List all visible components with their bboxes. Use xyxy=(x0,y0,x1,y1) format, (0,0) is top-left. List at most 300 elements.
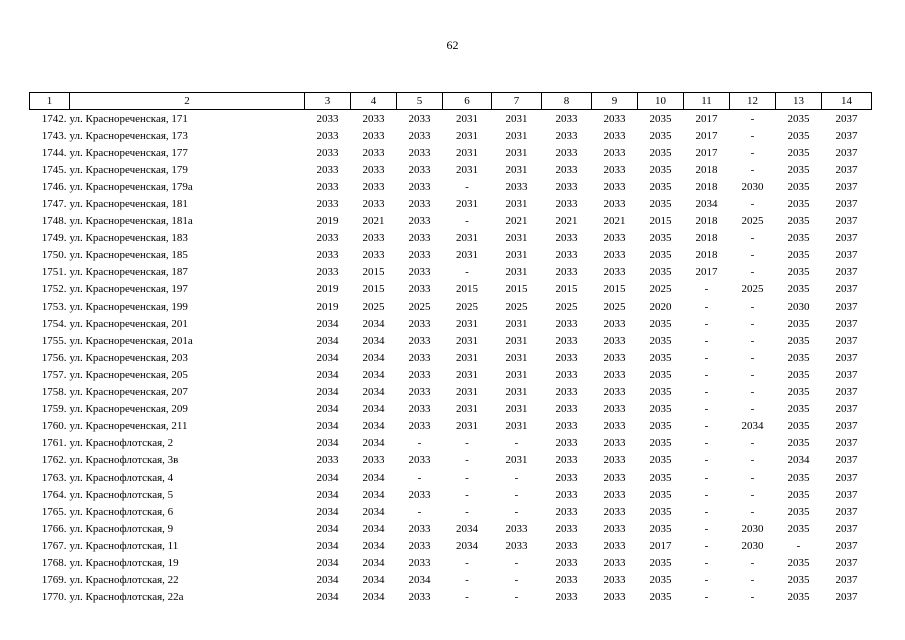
year-cell: 2033 xyxy=(408,232,431,245)
year-cell: 2033 xyxy=(555,488,578,501)
year-cell: 2033 xyxy=(555,146,578,159)
address-cell: ул. Краснофлотская, 11 xyxy=(69,539,179,552)
year-cell: - xyxy=(417,437,422,450)
year-cell: 2031 xyxy=(456,334,478,347)
row-number-cell: 1755. xyxy=(41,334,67,347)
row-number-cell: 1749. xyxy=(41,232,67,245)
year-cell: 2033 xyxy=(408,163,431,176)
year-cell: 2037 xyxy=(835,556,858,569)
year-cell: 2037 xyxy=(835,403,858,416)
year-cell: - xyxy=(750,334,755,347)
year-cell: 2035 xyxy=(787,591,810,604)
year-cell: 2035 xyxy=(787,574,810,587)
schedule-table xyxy=(29,92,872,606)
year-cell: 2033 xyxy=(555,539,578,552)
column-header-5: 5 xyxy=(397,93,443,110)
year-cell: 2035 xyxy=(787,522,810,535)
year-cell: 2034 xyxy=(362,471,385,484)
year-cell: - xyxy=(514,488,519,501)
year-cell: - xyxy=(465,471,469,484)
row-number-cell: 1752. xyxy=(41,283,67,296)
year-cell: 2035 xyxy=(649,574,672,587)
year-cell: - xyxy=(514,591,519,604)
address-cell: ул. Краснореченская, 201а xyxy=(69,334,193,347)
year-cell: - xyxy=(465,574,469,587)
address-cell: ул. Краснофлотская, 22а xyxy=(69,591,184,604)
year-cell: 2034 xyxy=(316,437,339,450)
row-number-cell: 1753. xyxy=(41,300,67,313)
year-cell: - xyxy=(704,420,709,433)
address-cell: ул. Краснореченская, 209 xyxy=(69,403,188,416)
row-number-cell: 1769. xyxy=(41,574,67,587)
year-cell: 2031 xyxy=(505,420,528,433)
year-cell: 2031 xyxy=(456,317,478,330)
year-cell: 2034 xyxy=(456,539,478,552)
year-cell: 2033 xyxy=(316,198,339,211)
year-cell: 2033 xyxy=(555,522,578,535)
year-cell: 2033 xyxy=(603,488,626,501)
year-cell: 2033 xyxy=(316,266,339,279)
row-number-cell: 1747. xyxy=(41,198,67,211)
year-cell: - xyxy=(750,403,755,416)
year-cell: 2037 xyxy=(835,420,858,433)
year-cell: 2034 xyxy=(316,386,339,399)
year-cell: 2035 xyxy=(787,112,810,125)
year-cell: 2031 xyxy=(505,351,528,364)
year-cell: 2034 xyxy=(362,420,385,433)
year-cell: 2031 xyxy=(505,454,528,467)
year-cell: 2031 xyxy=(505,112,528,125)
year-cell: 2037 xyxy=(835,488,858,501)
year-cell: 2034 xyxy=(316,522,339,535)
year-cell: 2033 xyxy=(603,437,626,450)
year-cell: 2033 xyxy=(555,163,578,176)
year-cell: - xyxy=(704,471,709,484)
year-cell: - xyxy=(417,505,422,518)
year-cell: 2035 xyxy=(787,420,810,433)
year-cell: 2033 xyxy=(603,112,626,125)
year-cell: - xyxy=(750,163,755,176)
year-cell: 2018 xyxy=(695,249,718,262)
table-row xyxy=(30,401,872,418)
address-cell: ул. Краснофлотская, 3в xyxy=(69,454,179,467)
year-cell: - xyxy=(750,471,755,484)
year-cell: 2033 xyxy=(408,539,431,552)
year-cell: 2017 xyxy=(649,539,672,552)
table-row xyxy=(30,537,872,554)
year-cell: 2034 xyxy=(316,471,339,484)
year-cell: 2034 xyxy=(362,403,385,416)
year-cell: 2035 xyxy=(649,180,672,193)
year-cell: 2033 xyxy=(555,368,578,381)
year-cell: - xyxy=(750,232,755,245)
page-number: 62 xyxy=(446,38,459,52)
year-cell: 2015 xyxy=(603,283,626,296)
year-cell: - xyxy=(465,437,469,450)
year-cell: 2033 xyxy=(408,249,431,262)
table-row xyxy=(30,452,872,469)
address-cell: ул. Краснореченская, 199 xyxy=(69,300,188,313)
column-header-10: 10 xyxy=(638,93,684,110)
year-cell: 2033 xyxy=(555,420,578,433)
table-row xyxy=(30,520,872,537)
year-cell: 2033 xyxy=(555,180,578,193)
year-cell: 2031 xyxy=(505,334,528,347)
year-cell: 2034 xyxy=(456,522,478,535)
year-cell: 2035 xyxy=(787,368,810,381)
year-cell: 2031 xyxy=(505,317,528,330)
year-cell: 2035 xyxy=(649,317,672,330)
year-cell: 2033 xyxy=(603,232,626,245)
year-cell: 2033 xyxy=(603,146,626,159)
year-cell: 2034 xyxy=(362,351,385,364)
year-cell: - xyxy=(704,403,709,416)
year-cell: 2033 xyxy=(362,232,385,245)
year-cell: 2035 xyxy=(649,232,672,245)
year-cell: 2035 xyxy=(787,386,810,399)
year-cell: 2035 xyxy=(649,129,672,142)
year-cell: 2035 xyxy=(787,351,810,364)
year-cell: 2037 xyxy=(835,539,858,552)
year-cell: - xyxy=(514,471,519,484)
year-cell: 2033 xyxy=(316,163,339,176)
year-cell: 2033 xyxy=(555,437,578,450)
year-cell: 2031 xyxy=(505,403,528,416)
year-cell: 2035 xyxy=(787,232,810,245)
year-cell: - xyxy=(465,488,469,501)
year-cell: 2033 xyxy=(362,163,385,176)
column-header-14: 14 xyxy=(822,93,872,110)
year-cell: 2033 xyxy=(555,129,578,142)
year-cell: 2034 xyxy=(362,386,385,399)
table-row xyxy=(30,247,872,264)
year-cell: 2033 xyxy=(408,386,431,399)
year-cell: 2025 xyxy=(456,300,478,313)
table-body xyxy=(30,110,872,606)
year-cell: 2035 xyxy=(649,403,672,416)
row-number-cell: 1768. xyxy=(41,556,67,569)
year-cell: 2037 xyxy=(835,574,858,587)
year-cell: 2035 xyxy=(649,556,672,569)
year-cell: 2037 xyxy=(835,522,858,535)
year-cell: 2037 xyxy=(835,112,858,125)
year-cell: 2033 xyxy=(408,180,431,193)
row-number-cell: 1770. xyxy=(41,591,67,604)
year-cell: 2034 xyxy=(362,317,385,330)
year-cell: 2035 xyxy=(649,334,672,347)
year-cell: 2035 xyxy=(649,488,672,501)
year-cell: 2017 xyxy=(695,129,718,142)
year-cell: - xyxy=(465,180,469,193)
year-cell: 2034 xyxy=(362,539,385,552)
year-cell: 2033 xyxy=(408,522,431,535)
year-cell: 2033 xyxy=(603,198,626,211)
table-row xyxy=(30,281,872,298)
year-cell: - xyxy=(750,300,755,313)
column-header-13: 13 xyxy=(776,93,822,110)
year-cell: 2021 xyxy=(555,215,578,228)
year-cell: 2037 xyxy=(835,163,858,176)
year-cell: 2033 xyxy=(408,351,431,364)
year-cell: - xyxy=(704,368,709,381)
year-cell: 2031 xyxy=(505,232,528,245)
year-cell: 2033 xyxy=(408,403,431,416)
year-cell: 2035 xyxy=(787,198,810,211)
table-row xyxy=(30,264,872,281)
table-row xyxy=(30,366,872,383)
year-cell: 2033 xyxy=(555,266,578,279)
year-cell: - xyxy=(704,334,709,347)
table-row xyxy=(30,332,872,349)
year-cell: 2033 xyxy=(555,351,578,364)
year-cell: 2037 xyxy=(835,146,858,159)
row-number-cell: 1765. xyxy=(41,505,67,518)
year-cell: 2033 xyxy=(408,317,431,330)
year-cell: 2035 xyxy=(787,163,810,176)
year-cell: 2033 xyxy=(316,180,339,193)
table-row xyxy=(30,298,872,315)
address-cell: ул. Краснофлотская, 4 xyxy=(69,471,174,484)
year-cell: 2034 xyxy=(362,488,385,501)
column-header-9: 9 xyxy=(592,93,638,110)
address-cell: ул. Краснофлотская, 6 xyxy=(69,505,174,518)
year-cell: - xyxy=(514,556,519,569)
address-cell: ул. Краснореченская, 183 xyxy=(69,232,188,245)
year-cell: 2034 xyxy=(741,420,764,433)
year-cell: - xyxy=(514,505,519,518)
year-cell: 2033 xyxy=(362,198,385,211)
address-cell: ул. Краснореченская, 205 xyxy=(69,368,188,381)
year-cell: 2021 xyxy=(505,215,528,228)
year-cell: 2037 xyxy=(835,386,858,399)
year-cell: 2034 xyxy=(362,437,385,450)
year-cell: 2019 xyxy=(316,283,339,296)
year-cell: 2035 xyxy=(649,266,672,279)
year-cell: 2033 xyxy=(603,386,626,399)
year-cell: 2035 xyxy=(649,437,672,450)
row-number-cell: 1761. xyxy=(41,437,67,450)
year-cell: 2015 xyxy=(456,283,478,296)
table-row xyxy=(30,144,872,161)
year-cell: 2018 xyxy=(695,232,718,245)
year-cell: - xyxy=(465,454,469,467)
year-cell: 2037 xyxy=(835,198,858,211)
row-number-cell: 1762. xyxy=(41,454,67,467)
year-cell: 2035 xyxy=(787,317,810,330)
table-row xyxy=(30,486,872,503)
year-cell: 2037 xyxy=(835,437,858,450)
year-cell: - xyxy=(750,591,755,604)
year-cell: 2015 xyxy=(362,283,385,296)
row-number-cell: 1756. xyxy=(41,351,67,364)
year-cell: 2033 xyxy=(408,198,431,211)
row-number-cell: 1758. xyxy=(41,386,67,399)
table-row xyxy=(30,230,872,247)
table-row xyxy=(30,435,872,452)
year-cell: 2025 xyxy=(741,215,764,228)
year-cell: 2021 xyxy=(603,215,626,228)
year-cell: 2031 xyxy=(456,146,478,159)
year-cell: - xyxy=(704,317,709,330)
year-cell: 2034 xyxy=(316,420,339,433)
year-cell: 2020 xyxy=(649,300,672,313)
year-cell: 2033 xyxy=(316,112,339,125)
year-cell: 2034 xyxy=(316,505,339,518)
year-cell: 2037 xyxy=(835,215,858,228)
year-cell: - xyxy=(750,454,755,467)
year-cell: 2035 xyxy=(787,437,810,450)
table-row xyxy=(30,178,872,195)
year-cell: 2033 xyxy=(555,556,578,569)
year-cell: 2034 xyxy=(408,574,431,587)
year-cell: - xyxy=(796,539,801,552)
row-number-cell: 1760. xyxy=(41,420,67,433)
year-cell: 2035 xyxy=(649,471,672,484)
year-cell: 2034 xyxy=(362,556,385,569)
year-cell: 2031 xyxy=(505,198,528,211)
year-cell: 2034 xyxy=(787,454,810,467)
year-cell: 2037 xyxy=(835,180,858,193)
year-cell: 2033 xyxy=(555,505,578,518)
row-number-cell: 1751. xyxy=(41,266,67,279)
column-header-1: 1 xyxy=(30,93,70,110)
column-header-6: 6 xyxy=(443,93,492,110)
year-cell: - xyxy=(514,574,519,587)
year-cell: - xyxy=(465,505,469,518)
table-row xyxy=(30,349,872,366)
year-cell: - xyxy=(750,266,755,279)
year-cell: 2035 xyxy=(787,146,810,159)
year-cell: 2034 xyxy=(362,591,385,604)
year-cell: 2035 xyxy=(787,215,810,228)
column-header-11: 11 xyxy=(684,93,730,110)
year-cell: 2033 xyxy=(408,556,431,569)
column-header-2: 2 xyxy=(70,93,305,110)
year-cell: 2017 xyxy=(695,112,718,125)
year-cell: 2033 xyxy=(603,180,626,193)
address-cell: ул. Краснореченская, 173 xyxy=(69,129,188,142)
year-cell: 2025 xyxy=(362,300,385,313)
year-cell: 2025 xyxy=(741,283,764,296)
year-cell: 2033 xyxy=(408,591,431,604)
year-cell: 2033 xyxy=(555,317,578,330)
year-cell: 2025 xyxy=(649,283,672,296)
year-cell: 2037 xyxy=(835,266,858,279)
year-cell: - xyxy=(465,591,469,604)
year-cell: 2033 xyxy=(316,232,339,245)
year-cell: 2034 xyxy=(695,198,718,211)
year-cell: 2035 xyxy=(787,488,810,501)
year-cell: 2033 xyxy=(603,591,626,604)
address-cell: ул. Краснофлотская, 9 xyxy=(69,522,174,535)
year-cell: 2034 xyxy=(316,591,339,604)
year-cell: 2037 xyxy=(835,129,858,142)
year-cell: 2034 xyxy=(362,574,385,587)
year-cell: - xyxy=(750,556,755,569)
year-cell: 2035 xyxy=(649,163,672,176)
year-cell: 2033 xyxy=(316,249,339,262)
address-cell: ул. Краснореченская, 181 xyxy=(69,198,188,211)
year-cell: 2033 xyxy=(603,505,626,518)
year-cell: - xyxy=(465,266,469,279)
year-cell: 2035 xyxy=(787,180,810,193)
year-cell: 2037 xyxy=(835,351,858,364)
year-cell: 2017 xyxy=(695,266,718,279)
year-cell: 2033 xyxy=(362,129,385,142)
year-cell: 2033 xyxy=(408,454,431,467)
year-cell: 2033 xyxy=(555,454,578,467)
year-cell: 2025 xyxy=(555,300,578,313)
year-cell: 2033 xyxy=(408,215,431,228)
year-cell: - xyxy=(750,368,755,381)
year-cell: 2033 xyxy=(603,368,626,381)
year-cell: 2031 xyxy=(456,420,478,433)
year-cell: - xyxy=(514,437,519,450)
year-cell: - xyxy=(704,351,709,364)
row-number-cell: 1759. xyxy=(41,403,67,416)
address-cell: ул. Краснофлотская, 2 xyxy=(69,437,174,450)
year-cell: 2017 xyxy=(695,146,718,159)
year-cell: 2033 xyxy=(555,403,578,416)
year-cell: 2034 xyxy=(316,403,339,416)
year-cell: 2033 xyxy=(603,266,626,279)
year-cell: 2033 xyxy=(408,129,431,142)
year-cell: 2033 xyxy=(603,556,626,569)
year-cell: - xyxy=(750,317,755,330)
row-number-cell: 1743. xyxy=(41,129,67,142)
address-cell: ул. Краснореченская, 171 xyxy=(69,112,188,125)
year-cell: - xyxy=(704,556,709,569)
year-cell: 2031 xyxy=(456,198,478,211)
year-cell: 2034 xyxy=(362,334,385,347)
table-row xyxy=(30,572,872,589)
year-cell: - xyxy=(704,522,709,535)
year-cell: 2035 xyxy=(787,249,810,262)
year-cell: 2033 xyxy=(603,249,626,262)
year-cell: 2031 xyxy=(505,129,528,142)
year-cell: 2033 xyxy=(555,198,578,211)
year-cell: 2034 xyxy=(316,539,339,552)
year-cell: 2031 xyxy=(456,163,478,176)
address-cell: ул. Краснореченская, 187 xyxy=(69,266,188,279)
address-cell: ул. Краснореченская, 207 xyxy=(69,386,188,399)
year-cell: 2035 xyxy=(787,403,810,416)
table-row xyxy=(30,161,872,178)
column-header-8: 8 xyxy=(542,93,592,110)
year-cell: 2035 xyxy=(649,386,672,399)
year-cell: 2035 xyxy=(649,522,672,535)
year-cell: 2019 xyxy=(316,215,339,228)
table-row xyxy=(30,418,872,435)
year-cell: - xyxy=(704,574,709,587)
year-cell: 2033 xyxy=(408,283,431,296)
year-cell: 2037 xyxy=(835,249,858,262)
year-cell: - xyxy=(750,198,755,211)
year-cell: 2037 xyxy=(835,317,858,330)
year-cell: 2035 xyxy=(787,283,810,296)
table-row xyxy=(30,127,872,144)
address-cell: ул. Краснофлотская, 22 xyxy=(69,574,179,587)
year-cell: 2025 xyxy=(408,300,431,313)
year-cell: 2033 xyxy=(603,471,626,484)
year-cell: 2033 xyxy=(362,180,385,193)
year-cell: 2034 xyxy=(316,334,339,347)
year-cell: 2031 xyxy=(456,112,478,125)
row-number-cell: 1745. xyxy=(41,163,67,176)
year-cell: 2033 xyxy=(603,522,626,535)
year-cell: 2018 xyxy=(695,215,718,228)
year-cell: 2033 xyxy=(603,129,626,142)
